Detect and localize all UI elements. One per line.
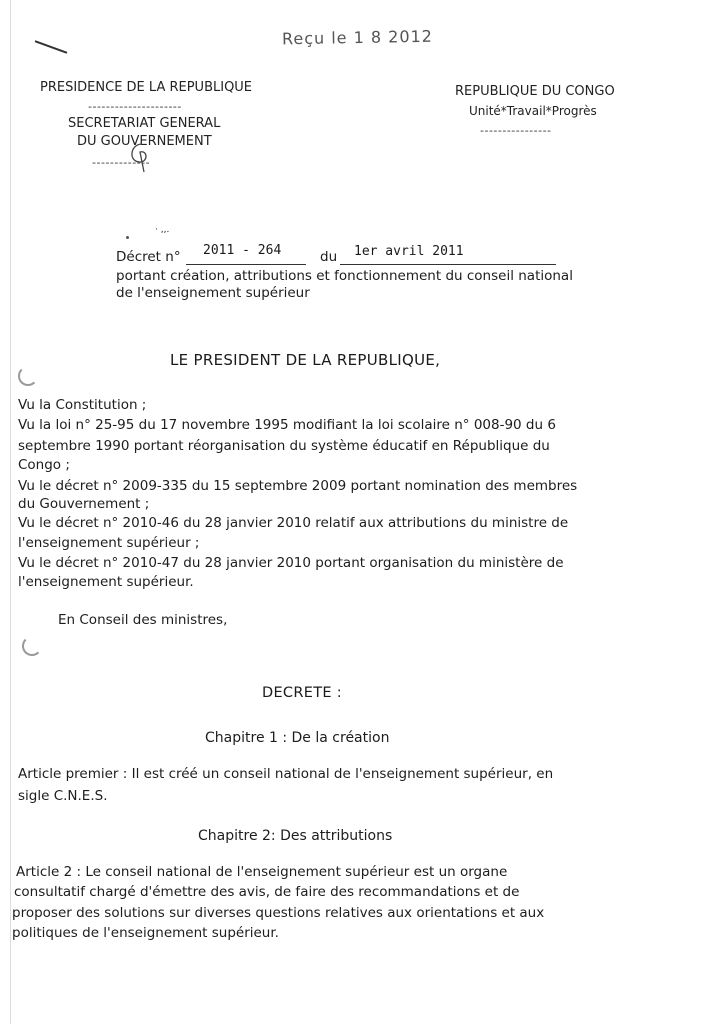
visa-line-8: l'enseignement supérieur ;: [18, 535, 200, 551]
president-title: LE PRESIDENT DE LA REPUBLIQUE,: [170, 351, 441, 369]
header-right-dashes: ----------------: [480, 124, 552, 137]
decrete-heading: DECRETE :: [262, 685, 342, 701]
header-gouvernement: DU GOUVERNEMENT: [77, 134, 212, 149]
visa-line-7: Vu le décret n° 2010-46 du 28 janvier 2010 relatif aux attributions du ministre de: [18, 515, 569, 531]
decree-date: 1er avril 2011: [354, 244, 464, 259]
article-2-line-2: consultatif chargé d'émettre des avis, de faire des recommandations et de: [14, 884, 520, 900]
scan-mark: · ,,.: [155, 225, 170, 235]
article-1-line-2: sigle C.N.E.S.: [18, 788, 108, 804]
pen-mark: [35, 40, 68, 54]
visa-line-9: Vu le décret n° 2010-47 du 28 janvier 2010 portant organisation du ministère de: [18, 555, 564, 571]
visa-line-1: Vu la Constitution ;: [18, 397, 147, 413]
article-2-line-1: Article 2 : Le conseil national de l'enseignement supérieur est un organe: [16, 864, 508, 880]
decree-subject-2: de l'enseignement supérieur: [116, 285, 310, 301]
article-2-line-4: politiques de l'enseignement supérieur.: [12, 925, 279, 941]
council-line: En Conseil des ministres,: [58, 612, 228, 628]
decree-number-line: [186, 264, 306, 265]
header-republique-congo: REPUBLIQUE DU CONGO: [455, 84, 615, 99]
visa-line-3: septembre 1990 portant réorganisation du système éducatif en République du: [18, 438, 550, 454]
scan-dot: [126, 236, 129, 239]
header-secretariat: SECRETARIAT GENERAL: [68, 116, 221, 131]
decree-subject-1: portant création, attributions et fonctionnement du conseil national: [116, 268, 573, 284]
handwritten-initial: [120, 138, 160, 178]
visa-line-4: Congo ;: [18, 457, 70, 473]
scan-hole-mark-2: [22, 636, 42, 656]
article-1-line-1: Article premier : Il est créé un conseil national de l'enseignement supérieur, en: [18, 766, 554, 782]
scan-hole-mark-1: [18, 366, 38, 386]
chapter-2-heading: Chapitre 2: Des attributions: [198, 828, 393, 844]
article-2-line-3: proposer des solutions sur diverses questions relatives aux orientations et aux: [12, 905, 545, 921]
chapter-1-heading: Chapitre 1 : De la création: [205, 730, 390, 746]
decree-number: 2011 - 264: [203, 243, 282, 258]
visa-line-5: Vu le décret n° 2009-335 du 15 septembre 2009 portant nomination des membres: [18, 478, 578, 494]
header-presidence: PRESIDENCE DE LA REPUBLIQUE: [40, 80, 253, 95]
visa-line-10: l'enseignement supérieur.: [18, 574, 194, 590]
visa-line-6: du Gouvernement ;: [18, 496, 150, 512]
decree-du: du: [320, 249, 338, 265]
header-left-dashes-1: ---------------------: [88, 100, 182, 113]
decree-label: Décret n°: [116, 249, 181, 265]
decree-date-line: [340, 264, 556, 265]
visa-line-2: Vu la loi n° 25-95 du 17 novembre 1995 modifiant la loi scolaire n° 008-90 du 6: [18, 417, 556, 433]
header-motto: Unité*Travail*Progrès: [469, 104, 597, 118]
scan-edge: [10, 0, 11, 1024]
header-left-dashes-2: -------------: [92, 156, 151, 169]
received-stamp: Reçu le 1 8 2012: [281, 26, 434, 49]
